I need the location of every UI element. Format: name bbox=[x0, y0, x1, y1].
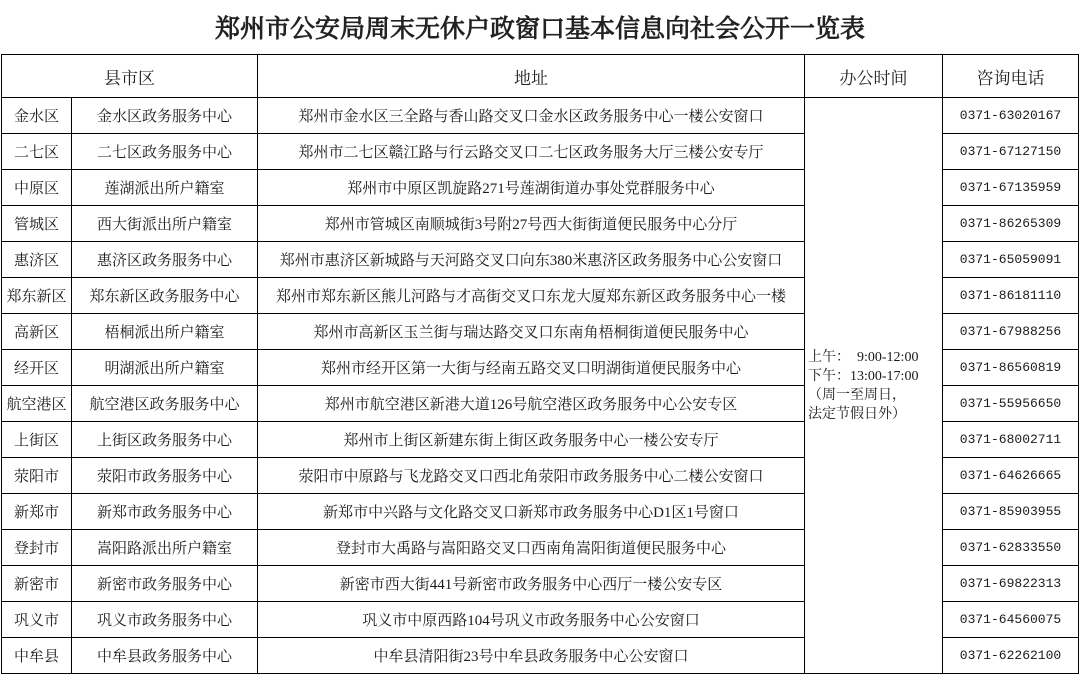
district-cell: 高新区 bbox=[2, 314, 72, 350]
address-cell: 巩义市中原西路104号巩义市政务服务中心公安窗口 bbox=[258, 602, 805, 638]
office-cell: 梧桐派出所户籍室 bbox=[72, 314, 258, 350]
district-cell: 管城区 bbox=[2, 206, 72, 242]
office-hours-line: （周一至周日， bbox=[808, 387, 906, 403]
district-cell: 二七区 bbox=[2, 134, 72, 170]
office-hours-line: 法定节假日外） bbox=[808, 406, 906, 422]
district-cell: 中原区 bbox=[2, 170, 72, 206]
district-cell: 巩义市 bbox=[2, 602, 72, 638]
office-cell: 荥阳市政务服务中心 bbox=[72, 458, 258, 494]
district-cell: 荥阳市 bbox=[2, 458, 72, 494]
phone-cell: 0371-64626665 bbox=[943, 458, 1079, 494]
phone-cell: 0371-62262100 bbox=[943, 638, 1079, 674]
phone-cell: 0371-85903955 bbox=[943, 494, 1079, 530]
district-cell: 郑东新区 bbox=[2, 278, 72, 314]
phone-cell: 0371-86181110 bbox=[943, 278, 1079, 314]
address-cell: 登封市大禹路与嵩阳路交叉口西南角嵩阳街道便民服务中心 bbox=[258, 530, 805, 566]
phone-cell: 0371-65059091 bbox=[943, 242, 1079, 278]
address-cell: 新密市西大街441号新密市政务服务中心西厅一楼公安专区 bbox=[258, 566, 805, 602]
district-cell: 惠济区 bbox=[2, 242, 72, 278]
phone-cell: 0371-67135959 bbox=[943, 170, 1079, 206]
phone-cell: 0371-63020167 bbox=[943, 98, 1079, 134]
office-cell: 金水区政务服务中心 bbox=[72, 98, 258, 134]
district-cell: 中牟县 bbox=[2, 638, 72, 674]
header-phone: 咨询电话 bbox=[943, 55, 1079, 98]
district-cell: 金水区 bbox=[2, 98, 72, 134]
phone-cell: 0371-69822313 bbox=[943, 566, 1079, 602]
district-cell: 新密市 bbox=[2, 566, 72, 602]
address-cell: 郑州市惠济区新城路与天河路交叉口向东380米惠济区政务服务中心公安窗口 bbox=[258, 242, 805, 278]
office-cell: 二七区政务服务中心 bbox=[72, 134, 258, 170]
phone-cell: 0371-55956650 bbox=[943, 386, 1079, 422]
district-cell: 登封市 bbox=[2, 530, 72, 566]
phone-cell: 0371-68002711 bbox=[943, 422, 1079, 458]
table-body bbox=[2, 98, 1079, 674]
phone-cell: 0371-62833550 bbox=[943, 530, 1079, 566]
phone-cell: 0371-67127150 bbox=[943, 134, 1079, 170]
address-cell: 郑州市中原区凯旋路271号莲湖街道办事处党群服务中心 bbox=[258, 170, 805, 206]
table-row bbox=[2, 98, 1079, 134]
address-cell: 郑州市上街区新建东街上街区政务服务中心一楼公安专厅 bbox=[258, 422, 805, 458]
phone-cell: 0371-86560819 bbox=[943, 350, 1079, 386]
office-hours-line: 下午：13:00-17:00 bbox=[808, 368, 919, 384]
address-cell: 荥阳市中原路与飞龙路交叉口西北角荥阳市政务服务中心二楼公安窗口 bbox=[258, 458, 805, 494]
address-cell: 郑州市二七区赣江路与行云路交叉口二七区政务服务大厅三楼公安专厅 bbox=[258, 134, 805, 170]
office-cell: 航空港区政务服务中心 bbox=[72, 386, 258, 422]
address-cell: 郑州市管城区南顺城街3号附27号西大街街道便民服务中心分厅 bbox=[258, 206, 805, 242]
address-cell: 郑州市航空港区新港大道126号航空港区政务服务中心公安专区 bbox=[258, 386, 805, 422]
info-table bbox=[1, 54, 1079, 674]
address-cell: 新郑市中兴路与文化路交叉口新郑市政务服务中心D1区1号窗口 bbox=[258, 494, 805, 530]
header-hours: 办公时间 bbox=[805, 55, 943, 98]
office-cell: 西大街派出所户籍室 bbox=[72, 206, 258, 242]
office-cell: 嵩阳路派出所户籍室 bbox=[72, 530, 258, 566]
office-cell: 中牟县政务服务中心 bbox=[72, 638, 258, 674]
address-cell: 郑州市高新区玉兰街与瑞达路交叉口东南角梧桐街道便民服务中心 bbox=[258, 314, 805, 350]
office-cell: 莲湖派出所户籍室 bbox=[72, 170, 258, 206]
office-cell: 巩义市政务服务中心 bbox=[72, 602, 258, 638]
header-address: 地址 bbox=[258, 55, 805, 98]
office-hours-cell bbox=[805, 98, 943, 674]
page-title: 郑州市公安局周末无休户政窗口基本信息向社会公开一览表 bbox=[214, 16, 865, 43]
office-cell: 惠济区政务服务中心 bbox=[72, 242, 258, 278]
office-cell: 上街区政务服务中心 bbox=[72, 422, 258, 458]
header-county: 县市区 bbox=[2, 55, 258, 98]
district-cell: 新郑市 bbox=[2, 494, 72, 530]
header-row bbox=[2, 55, 1079, 98]
phone-cell: 0371-67988256 bbox=[943, 314, 1079, 350]
address-cell: 中牟县清阳街23号中牟县政务服务中心公安窗口 bbox=[258, 638, 805, 674]
district-cell: 经开区 bbox=[2, 350, 72, 386]
address-cell: 郑州市金水区三全路与香山路交叉口金水区政务服务中心一楼公安窗口 bbox=[258, 98, 805, 134]
office-hours-line: 上午： 9:00-12:00 bbox=[808, 349, 919, 365]
office-cell: 新密市政务服务中心 bbox=[72, 566, 258, 602]
phone-cell: 0371-86265309 bbox=[943, 206, 1079, 242]
district-cell: 上街区 bbox=[2, 422, 72, 458]
address-cell: 郑州市郑东新区熊儿河路与才高街交叉口东龙大厦郑东新区政务服务中心一楼 bbox=[258, 278, 805, 314]
address-cell: 郑州市经开区第一大街与经南五路交叉口明湖街道便民服务中心 bbox=[258, 350, 805, 386]
phone-cell: 0371-64560075 bbox=[943, 602, 1079, 638]
office-cell: 郑东新区政务服务中心 bbox=[72, 278, 258, 314]
office-cell: 明湖派出所户籍室 bbox=[72, 350, 258, 386]
office-cell: 新郑市政务服务中心 bbox=[72, 494, 258, 530]
district-cell: 航空港区 bbox=[2, 386, 72, 422]
